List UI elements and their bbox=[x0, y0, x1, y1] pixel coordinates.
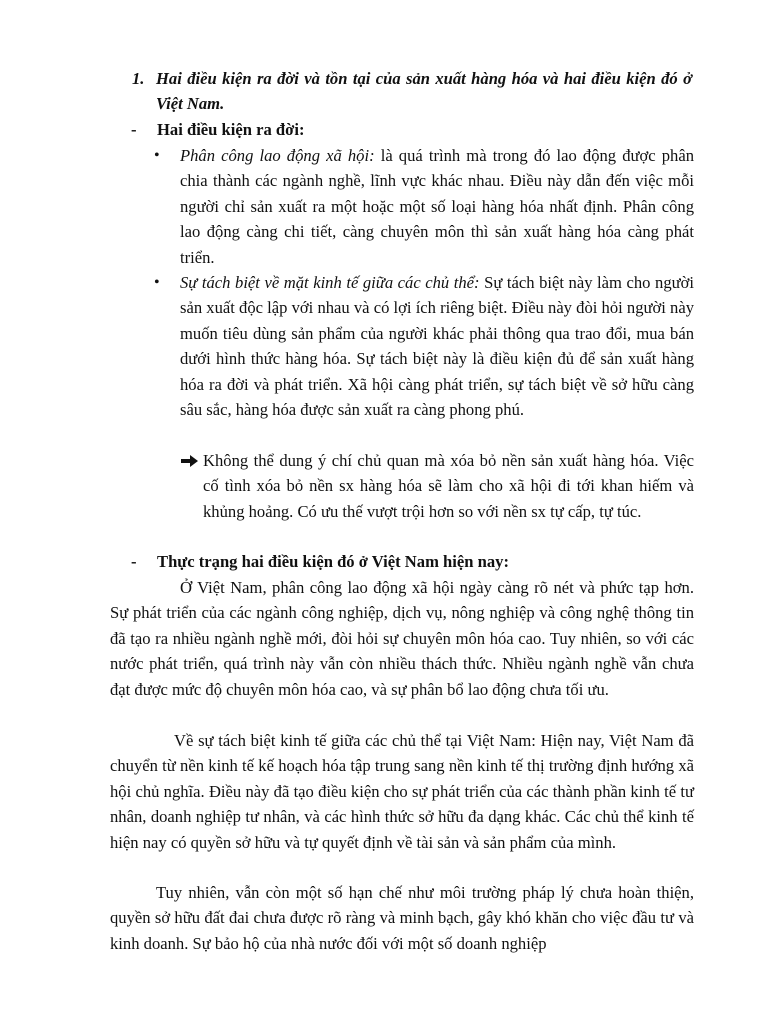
arrow-right-icon bbox=[181, 454, 199, 468]
conclusion-arrow-item bbox=[203, 448, 694, 524]
paragraph-economic-separation-vn: Về sự tách biệt kinh tế giữa các chủ thể tại Việt Nam: Hiện nay, Việt Nam đã chuyển từ nền kinh tế kế hoạch hóa tập trung sang nền kinh tế thị trường định hướng xã hội chủ nghĩa. Điều này đã tạo điều kiện cho sự phát triển của các thành phần kinh tế tư nhân, doanh nghiệp tư nhân, và các hình thức sở hữu đa dạng khác. Các chủ thể kinh tế hiện nay có quyền sở hữu và tự quyết định về tài sản và sản phẩm của mình. bbox=[110, 731, 694, 852]
dash-marker: - bbox=[131, 552, 137, 571]
bullet-marker: • bbox=[154, 147, 160, 164]
bullet-lead: Phân công lao động xã hội: bbox=[180, 146, 375, 165]
bullet-body: là quá trình mà trong đó lao động được phân chia thành các ngành nghề, lĩnh vực khác nhau. Điều này dẫn đến việc mỗi người chỉ sản xuất ra một hoặc một số loại hàng hóa nhất định. Phân công lao động càng chi tiết, càng chuyên môn thì sản xuất hàng hóa càng phát triển. bbox=[180, 146, 694, 267]
subheading-text: Thực trạng hai điều kiện đó ở Việt Nam hiện nay: bbox=[157, 552, 509, 571]
bullet-item-division-of-labor bbox=[154, 143, 694, 270]
bullet-body: Sự tách biệt này làm cho người sản xuất độc lập với nhau và có lợi ích riêng biệt. Điều này đòi hỏi người này muốn tiêu dùng sản phẩm của người khác phải thông qua trao đổi, mua bán dưới hình thức hàng hóa. Sự tách biệt này là điều kiện đủ để sản xuất hàng hóa ra đời và phát triển. Xã hội càng phát triển, sự tách biệt về sở hữu càng sâu sắc, hàng hóa được sản xuất ra càng phong phú. bbox=[180, 273, 694, 420]
paragraph-labor-division-vn: Ở Việt Nam, phân công lao động xã hội ngày càng rõ nét và phức tạp hơn. Sự phát triển của các ngành công nghiệp, dịch vụ, nông nghiệp và công nghệ thông tin đã tạo ra nhiều ngành nghề mới, đòi hỏi sự chuyên môn hóa cao. Tuy nhiên, so với các nước phát triển, quá trình này vẫn còn nhiều thách thức. Nhiều ngành nghề vẫn chưa đạt được mức độ chuyên môn hóa cao, và sự phân bổ lao động chưa tối ưu. bbox=[110, 578, 694, 699]
bullet-lead: Sự tách biệt về mặt kinh tế giữa các chủ thể: bbox=[180, 273, 480, 292]
bullet-marker: • bbox=[154, 274, 160, 291]
dash-marker: - bbox=[131, 120, 137, 139]
section-heading bbox=[132, 66, 692, 117]
paragraph-limitations: Tuy nhiên, vẫn còn một số hạn chế như môi trường pháp lý chưa hoàn thiện, quyền sở hữu đất đai chưa được rõ ràng và minh bạch, gây khó khăn cho việc đầu tư và kinh doanh. Sự bảo hộ của nhà nước đối với một số doanh nghiệp bbox=[110, 883, 694, 953]
heading-text: Hai điều kiện ra đời và tồn tại của sản xuất hàng hóa và hai điều kiện đó ở Việt Nam. bbox=[156, 69, 692, 114]
bullet-item-economic-separation bbox=[154, 270, 694, 422]
conclusion-text: Không thể dung ý chí chủ quan mà xóa bỏ nền sản xuất hàng hóa. Việc cố tình xóa bỏ nền sx hàng hóa sẽ làm cho xã hội đi tới khan hiếm và khủng hoảng. Có ưu thế vượt trội hơn so với nền sx tự cấp, tự túc. bbox=[203, 451, 694, 521]
subheading-text: Hai điều kiện ra đời: bbox=[157, 120, 305, 139]
heading-number: 1. bbox=[132, 69, 145, 88]
